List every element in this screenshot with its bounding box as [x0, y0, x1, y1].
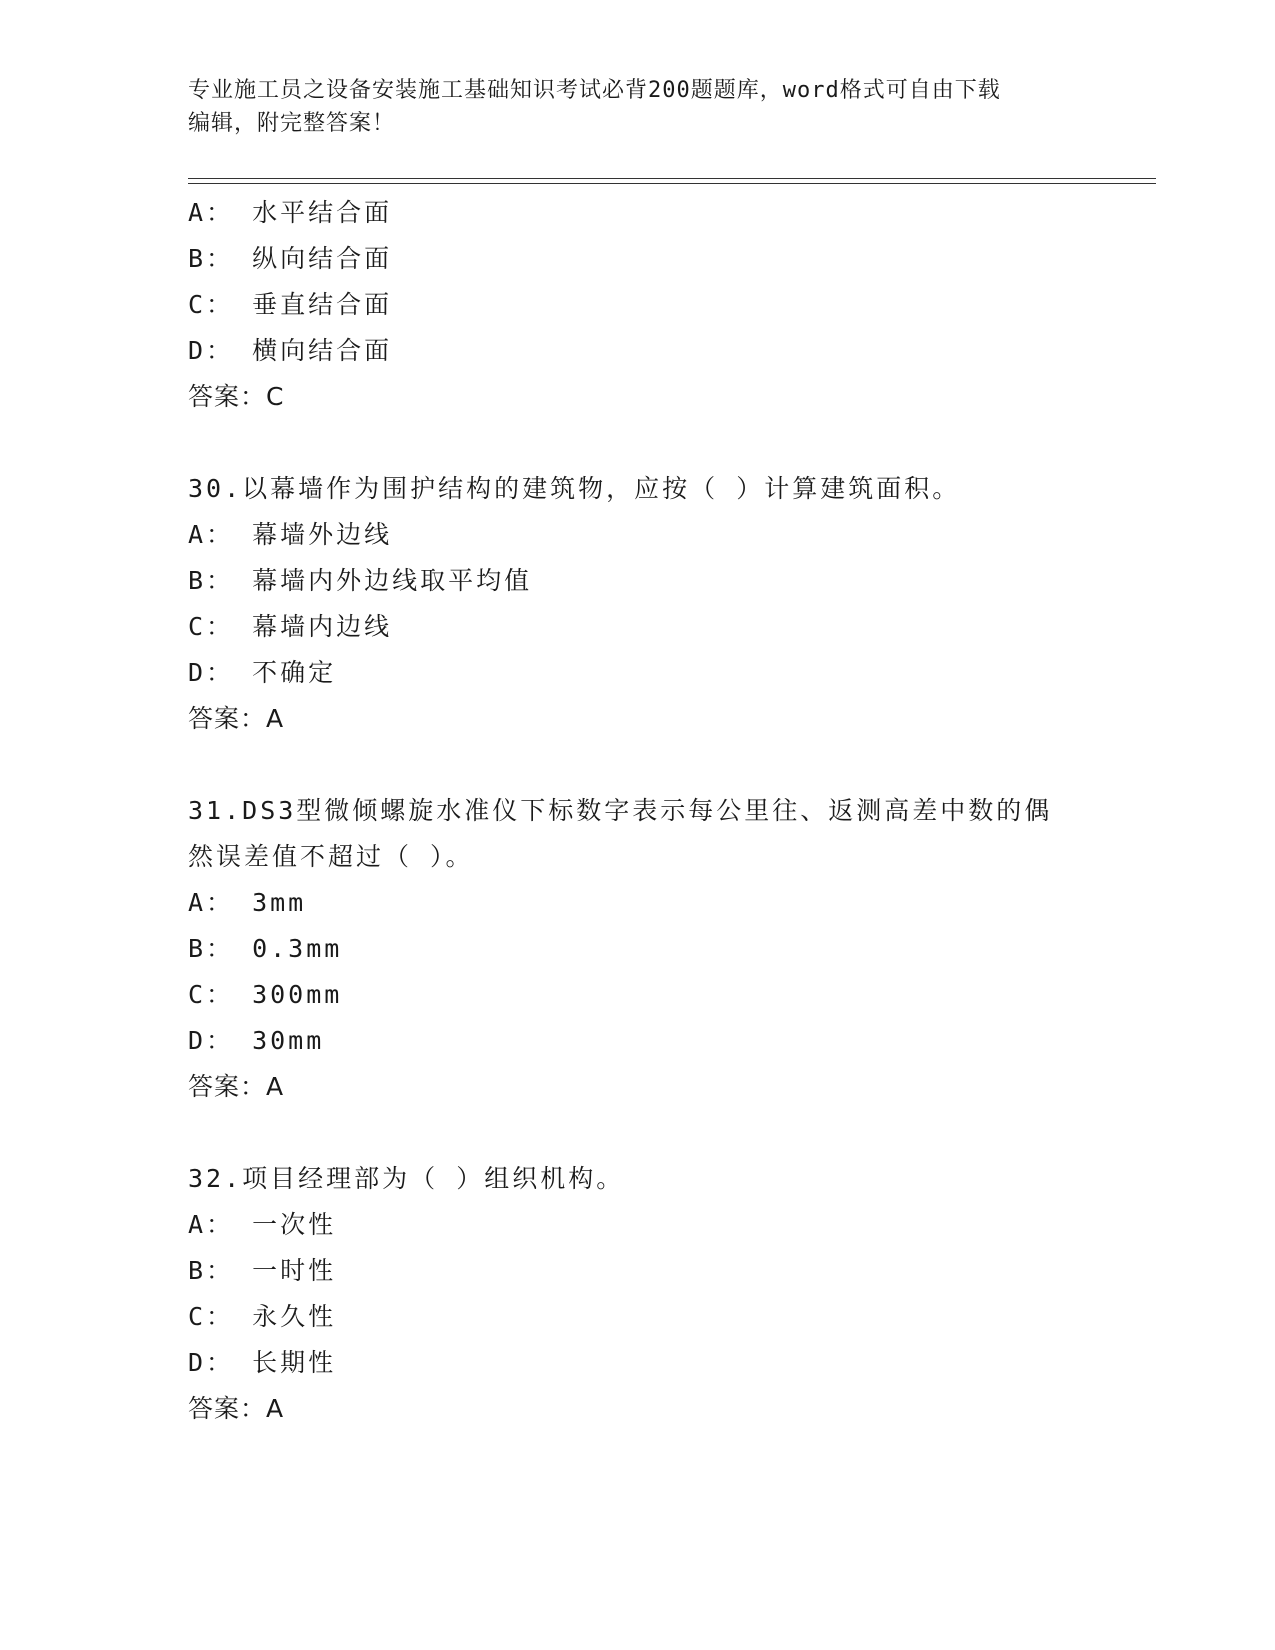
question-stem-line-1: 31.DS3型微倾螺旋水准仪下标数字表示每公里往、返测高差中数的偶	[188, 796, 1053, 825]
question-text	[188, 788, 1088, 880]
option-text: 3mm	[252, 888, 307, 917]
question-block-31	[188, 788, 1088, 1110]
option-key: D：	[188, 336, 235, 365]
question-list	[188, 190, 1088, 1432]
option-key: A：	[188, 198, 235, 227]
option-a	[188, 190, 1088, 236]
option-c	[188, 972, 1088, 1018]
answer-line: 答案：A	[188, 1394, 285, 1423]
option-key: C：	[188, 980, 235, 1009]
header-title-line-1: 专业施工员之设备安装施工基础知识考试必背200题题库，word格式可自由下载	[188, 78, 1001, 103]
option-key: A：	[188, 888, 235, 917]
option-text: 一次性	[252, 1210, 337, 1239]
option-key: C：	[188, 612, 235, 641]
option-text: 一时性	[252, 1256, 337, 1285]
option-d	[188, 1340, 1088, 1386]
option-key: B：	[188, 934, 235, 963]
answer-line: 答案：A	[188, 1072, 285, 1101]
option-c	[188, 282, 1088, 328]
header-title-line-2: 编辑，附完整答案！	[188, 111, 396, 136]
option-key: D：	[188, 1348, 235, 1377]
option-text: 垂直结合面	[252, 290, 393, 319]
option-key: B：	[188, 566, 235, 595]
option-b	[188, 236, 1088, 282]
option-a	[188, 880, 1088, 926]
document-header	[188, 74, 1068, 140]
option-text: 30mm	[252, 1026, 325, 1055]
option-key: D：	[188, 658, 235, 687]
option-c	[188, 604, 1088, 650]
option-a	[188, 512, 1088, 558]
option-text: 长期性	[252, 1348, 337, 1377]
option-text: 不确定	[252, 658, 337, 687]
option-a	[188, 1202, 1088, 1248]
option-d	[188, 1018, 1088, 1064]
question-block-continued	[188, 190, 1088, 420]
option-b	[188, 558, 1088, 604]
answer-line: 答案：A	[188, 704, 285, 733]
option-b	[188, 1248, 1088, 1294]
option-text: 幕墙外边线	[252, 520, 393, 549]
option-text: 水平结合面	[252, 198, 393, 227]
answer-line: 答案：C	[188, 382, 285, 411]
option-key: C：	[188, 290, 235, 319]
option-c	[188, 1294, 1088, 1340]
header-divider-bottom	[188, 183, 1156, 184]
option-b	[188, 926, 1088, 972]
option-key: A：	[188, 1210, 235, 1239]
option-key: A：	[188, 520, 235, 549]
option-text: 300mm	[252, 980, 343, 1009]
option-text: 纵向结合面	[252, 244, 393, 273]
option-key: C：	[188, 1302, 235, 1331]
question-stem: 32.项目经理部为（ ）组织机构。	[188, 1164, 625, 1193]
option-key: D：	[188, 1026, 235, 1055]
option-d	[188, 650, 1088, 696]
option-text: 永久性	[252, 1302, 337, 1331]
header-divider-top	[188, 178, 1156, 179]
question-text	[188, 466, 1088, 512]
question-block-30	[188, 466, 1088, 742]
question-stem: 30.以幕墙作为围护结构的建筑物，应按（ ）计算建筑面积。	[188, 474, 961, 503]
question-block-32	[188, 1156, 1088, 1432]
option-d	[188, 328, 1088, 374]
question-stem-line-2: 然误差值不超过（ ）。	[188, 842, 474, 871]
option-text: 幕墙内外边线取平均值	[252, 566, 533, 595]
option-text: 横向结合面	[252, 336, 393, 365]
option-text: 0.3mm	[252, 934, 343, 963]
question-text	[188, 1156, 1088, 1202]
option-text: 幕墙内边线	[252, 612, 393, 641]
option-key: B：	[188, 1256, 235, 1285]
option-key: B：	[188, 244, 235, 273]
